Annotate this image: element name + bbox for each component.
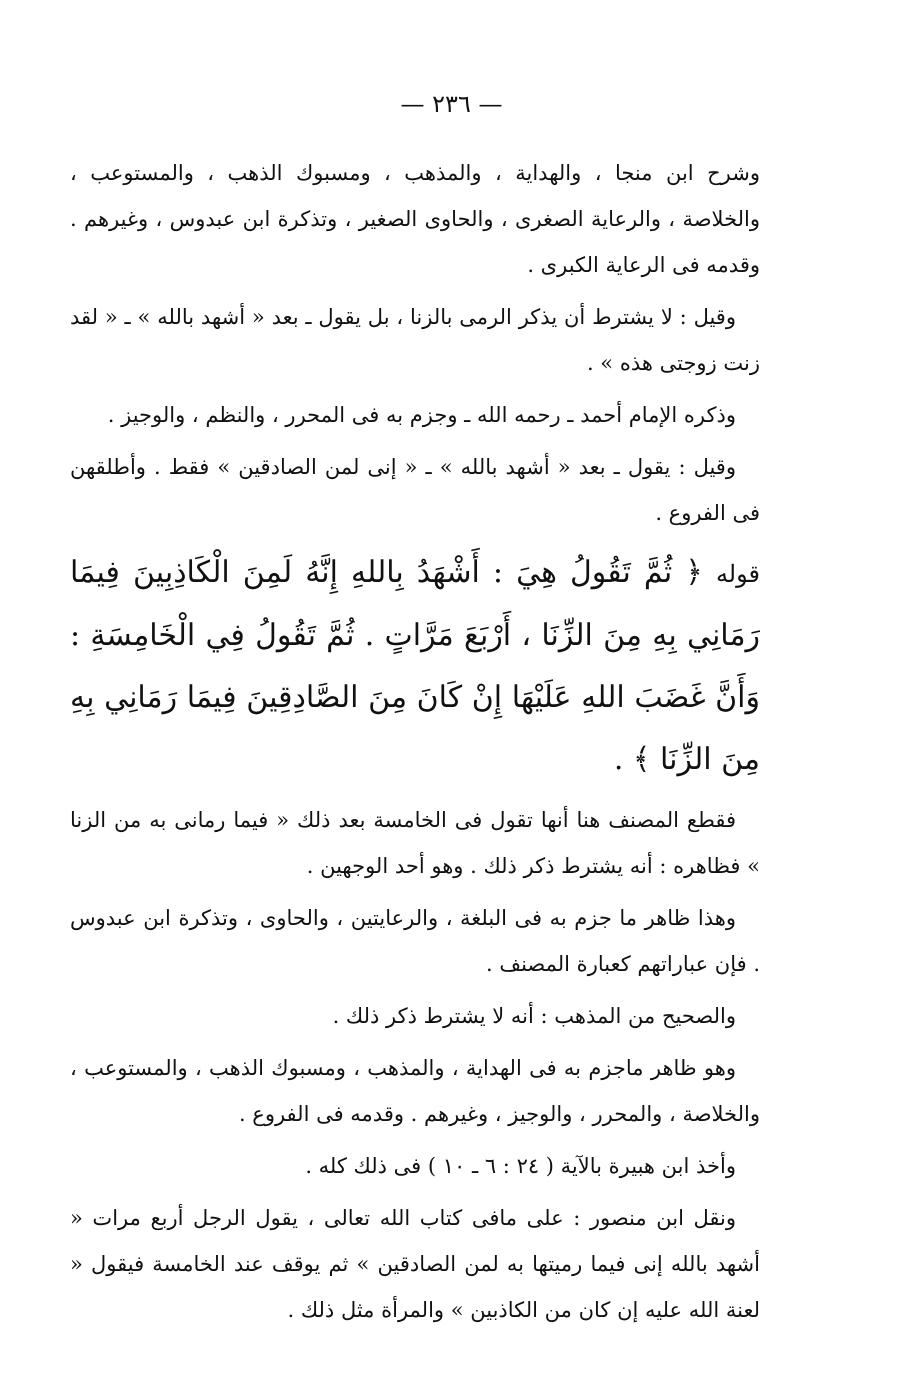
paragraph-9: وأخذ ابن هبيرة بالآية ( ٢٤ : ٦ ـ ١٠ ) فى ذلك كله . <box>305 1154 736 1178</box>
paragraph-2: وقيل : لا يشترط أن يذكر الرمى بالزنا ، بل يقول ـ بعد « أشهد بالله » ـ « لقد زنت زوجتى هذه » . <box>70 305 760 375</box>
page-number: — ٢٣٦ — <box>400 90 503 118</box>
quran-quote <box>70 542 760 791</box>
paragraph-8: وهو ظاهر ماجزم به فى الهداية ، والمذهب ، ومسبوك الذهب ، والمستوعب ، والخلاصة ، والمحرر ، والوجيز ، وغيرهم . وقدمه فى الفروع . <box>70 1056 760 1126</box>
page-body <box>70 150 760 1339</box>
quote-text: ﴿ ثُمَّ تَقُولُ هِيَ : أَشْهَدُ بِاللهِ إِنَّهُ لَمِنَ الْكَاذِبِينَ فِيمَا رَمَانِي بِهِ مِنَ الزِّنَا ، أَرْبَعَ مَرَّاتٍ . ثُمَّ تَقُولُ فِي الْخَامِسَةِ : وَأَنَّ غَضَبَ اللهِ عَلَيْهَا إِنْ كَانَ مِنَ الصَّادِقِينَ فِيمَا رَمَانِي بِهِ مِنَ الزِّنَا ﴾ . <box>70 555 760 777</box>
paragraph-3: وذكره الإمام أحمد ـ رحمه الله ـ وجزم به فى المحرر ، والنظم ، والوجيز . <box>107 403 736 427</box>
paragraph-4: وقيل : يقول ـ بعد « أشهد بالله » ـ « إنى لمن الصادقين » فقط . وأطلقهن فى الفروع . <box>70 455 760 525</box>
paragraph-1: وشرح ابن منجا ، والهداية ، والمذهب ، ومسبوك الذهب ، والمستوعب ، والخلاصة ، والرعاية الصغرى ، والحاوى الصغير ، وتذكرة ابن عبدوس ، وغيرهم . وقدمه فى الرعاية الكبرى . <box>70 161 760 277</box>
paragraph-6: وهذا ظاهر ما جزم به فى البلغة ، والرعايتين ، والحاوى ، وتذكرة ابن عبدوس . فإن عباراتهم كعبارة المصنف . <box>70 906 760 976</box>
quote-lead: قوله <box>715 560 760 588</box>
paragraph-7: والصحيح من المذهب : أنه لا يشترط ذكر ذلك . <box>332 1004 736 1028</box>
paragraph-5: فقطع المصنف هنا أنها تقول فى الخامسة بعد ذلك « فيما رمانى به من الزنا » فظاهره : أنه يشترط ذكر ذلك . وهو أحد الوجهين . <box>70 808 760 878</box>
paragraph-10: ونقل ابن منصور : على مافى كتاب الله تعالى ، يقول الرجل أربع مرات « أشهد بالله إنى فيما رميتها به لمن الصادقين » ثم يوقف عند الخامسة فيقول « لعنة الله عليه إن كان من الكاذبين » والمرأة مثل ذلك . <box>70 1206 760 1322</box>
